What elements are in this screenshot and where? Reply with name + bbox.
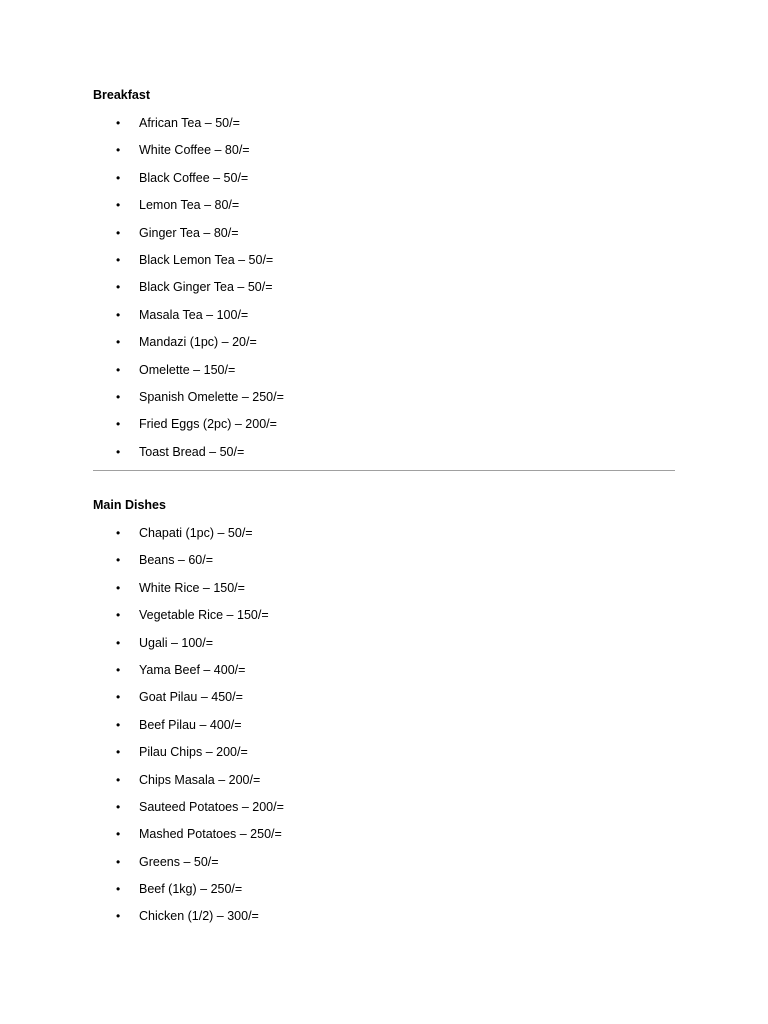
- bullet-icon: •: [116, 143, 121, 158]
- list-item: [93, 444, 675, 471]
- menu-item-text: Black Ginger Tea – 50/=: [139, 280, 273, 295]
- list-item: [93, 744, 675, 771]
- list-item: [93, 170, 675, 197]
- bullet-icon: •: [116, 553, 121, 568]
- bullet-icon: •: [116, 717, 121, 732]
- bullet-icon: •: [116, 772, 121, 787]
- menu-item-text: Toast Bread – 50/=: [139, 444, 245, 459]
- list-item: [93, 662, 675, 689]
- menu-item-text: Masala Tea – 100/=: [139, 307, 249, 322]
- bullet-icon: •: [116, 608, 121, 623]
- bullet-icon: •: [116, 635, 121, 650]
- menu-item-text: Spanish Omelette – 250/=: [139, 389, 284, 404]
- bullet-icon: •: [116, 198, 121, 213]
- list-item: [93, 279, 675, 306]
- breakfast-section: [93, 87, 675, 471]
- bullet-icon: •: [116, 854, 121, 869]
- list-item: [93, 307, 675, 334]
- menu-item-text: White Coffee – 80/=: [139, 143, 250, 158]
- bullet-icon: •: [116, 799, 121, 814]
- bullet-icon: •: [116, 225, 121, 240]
- menu-item-text: Black Lemon Tea – 50/=: [139, 252, 274, 267]
- bullet-icon: •: [116, 389, 121, 404]
- list-item: [93, 635, 675, 662]
- bullet-icon: •: [116, 662, 121, 677]
- bullet-icon: •: [116, 526, 121, 540]
- menu-item-text: Ginger Tea – 80/=: [139, 225, 239, 240]
- menu-item-text: Lemon Tea – 80/=: [139, 198, 240, 213]
- list-item: [93, 525, 675, 552]
- bullet-icon: •: [116, 909, 121, 924]
- list-item: [93, 881, 675, 908]
- menu-item-text: Beef Pilau – 400/=: [139, 717, 242, 732]
- menu-item-text: Fried Eggs (2pc) – 200/=: [139, 417, 277, 432]
- list-item: [93, 552, 675, 579]
- menu-item-text: African Tea – 50/=: [139, 116, 240, 130]
- main-dishes-list: [93, 525, 675, 936]
- bullet-icon: •: [116, 252, 121, 267]
- list-item: [93, 908, 675, 935]
- menu-item-text: Greens – 50/=: [139, 854, 219, 869]
- list-item: [93, 607, 675, 634]
- menu-item-text: Vegetable Rice – 150/=: [139, 608, 269, 623]
- bullet-icon: •: [116, 417, 121, 432]
- bullet-icon: •: [116, 280, 121, 295]
- main-dishes-section: [93, 497, 675, 936]
- section-divider: [93, 470, 675, 471]
- menu-item-text: Goat Pilau – 450/=: [139, 690, 243, 705]
- list-item: [93, 854, 675, 881]
- menu-item-text: Chicken (1/2) – 300/=: [139, 909, 259, 924]
- list-item: [93, 580, 675, 607]
- bullet-icon: •: [116, 116, 121, 130]
- menu-item-text: Chapati (1pc) – 50/=: [139, 526, 253, 540]
- bullet-icon: •: [116, 827, 121, 842]
- menu-item-text: Beans – 60/=: [139, 553, 214, 568]
- menu-item-text: Black Coffee – 50/=: [139, 170, 249, 185]
- menu-item-text: Yama Beef – 400/=: [139, 662, 246, 677]
- bullet-icon: •: [116, 335, 121, 350]
- list-item: [93, 252, 675, 279]
- menu-item-text: Chips Masala – 200/=: [139, 772, 261, 787]
- list-item: [93, 389, 675, 416]
- section-heading-main-dishes: Main Dishes: [93, 498, 166, 512]
- list-item: [93, 334, 675, 361]
- list-item: [93, 197, 675, 224]
- list-item: [93, 362, 675, 389]
- menu-item-text: Pilau Chips – 200/=: [139, 745, 248, 760]
- menu-item-text: Ugali – 100/=: [139, 635, 214, 650]
- list-item: [93, 826, 675, 853]
- list-item: [93, 142, 675, 169]
- breakfast-list: [93, 115, 675, 471]
- list-item: [93, 717, 675, 744]
- list-item: [93, 225, 675, 252]
- bullet-icon: •: [116, 882, 121, 897]
- menu-item-text: Sauteed Potatoes – 200/=: [139, 799, 284, 814]
- menu-item-text: Beef (1kg) – 250/=: [139, 882, 243, 897]
- list-item: [93, 416, 675, 443]
- list-item: [93, 689, 675, 716]
- bullet-icon: •: [116, 444, 121, 459]
- bullet-icon: •: [116, 745, 121, 760]
- list-item: [93, 772, 675, 799]
- section-heading-breakfast: Breakfast: [93, 88, 150, 102]
- list-item: [93, 799, 675, 826]
- bullet-icon: •: [116, 690, 121, 705]
- menu-item-text: Omelette – 150/=: [139, 362, 236, 377]
- menu-item-text: Mandazi (1pc) – 20/=: [139, 335, 257, 350]
- bullet-icon: •: [116, 307, 121, 322]
- menu-item-text: White Rice – 150/=: [139, 580, 245, 595]
- list-item: [93, 115, 675, 142]
- bullet-icon: •: [116, 580, 121, 595]
- bullet-icon: •: [116, 170, 121, 185]
- menu-item-text: Mashed Potatoes – 250/=: [139, 827, 282, 842]
- bullet-icon: •: [116, 362, 121, 377]
